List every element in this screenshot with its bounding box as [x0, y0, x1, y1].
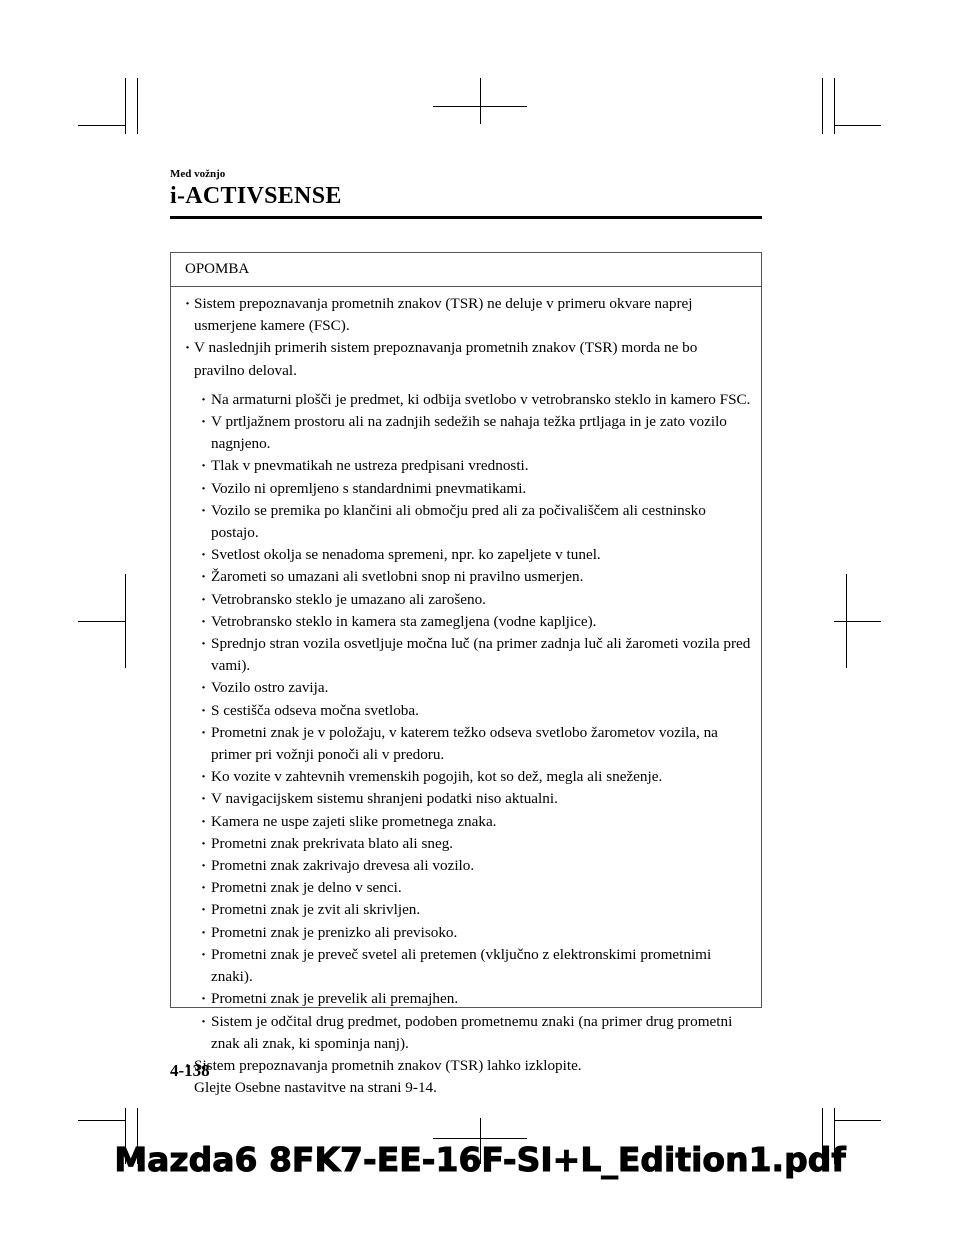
list-item: · Žarometi so umazani ali svetlobni snop ni pravilno usmerjen.: [197, 566, 751, 588]
list-item: · Sistem prepoznavanja prometnih znakov (TSR) lahko izklopite.: [181, 1055, 751, 1077]
sublist: [181, 389, 751, 1055]
list-item: · Prometni znak je prenizko ali previsoko.: [197, 922, 751, 944]
list-item: · Prometni znak je v položaju, v katerem težko odseva svetlobo žarometov vozila, na primer pri vožnji ponoči ali v predoru.: [197, 722, 751, 766]
note-body: [171, 287, 761, 1099]
list-item: · Prometni znak prekrivata blato ali sneg.: [197, 833, 751, 855]
crop-mark: [834, 1120, 881, 1121]
crop-mark: [433, 106, 527, 107]
crop-mark: [834, 621, 881, 622]
crop-mark: [433, 1138, 527, 1139]
list-item: · Vozilo se premika po klančini ali območju pred ali za počivališčem ali cestninsko postajo.: [197, 500, 751, 544]
crop-mark: [125, 78, 126, 134]
list-item: · S cestišča odseva močna svetloba.: [197, 700, 751, 722]
list-item: · Prometni znak zakrivajo drevesa ali vozilo.: [197, 855, 751, 877]
list-item: · V naslednjih primerih sistem prepoznavanja prometnih znakov (TSR) morda ne bo pravilno deloval.: [181, 337, 751, 381]
header-rule: [170, 216, 762, 219]
list-item: · Sistem je odčital drug predmet, podoben prometnemu znaki (na primer drug prometni znak ali znak, ki spominja nanj).: [197, 1011, 751, 1055]
list-item: · Vozilo ostro zavija.: [197, 677, 751, 699]
crop-mark: [78, 125, 125, 126]
list-item: · Prometni znak je prevelik ali premajhen.: [197, 988, 751, 1010]
list-item: · Svetlost okolja se nenadoma spremeni, npr. ko zapeljete v tunel.: [197, 544, 751, 566]
section-label: Med vožnjo: [170, 168, 226, 180]
crop-mark: [78, 1120, 125, 1121]
list-item: · Prometni znak je zvit ali skrivljen.: [197, 899, 751, 921]
list-item: · Tlak v pnevmatikah ne ustreza predpisani vrednosti.: [197, 455, 751, 477]
crop-mark: [137, 78, 138, 134]
list-item: · Vetrobransko steklo je umazano ali zarošeno.: [197, 589, 751, 611]
crop-mark: [125, 574, 126, 668]
list-item: · Prometni znak je preveč svetel ali pretemen (vključno z elektronskimi prometnimi znaki).: [197, 944, 751, 988]
note-title: OPOMBA: [171, 253, 761, 287]
crop-mark: [78, 621, 125, 622]
list-item: · V navigacijskem sistemu shranjeni podatki niso aktualni.: [197, 788, 751, 810]
list-item: · Vozilo ni opremljeno s standardnimi pnevmatikami.: [197, 478, 751, 500]
list-item: · Vetrobransko steklo in kamera sta zamegljena (vodne kapljice).: [197, 611, 751, 633]
list-item: · V prtljažnem prostoru ali na zadnjih sedežih se nahaja težka prtljaga in je zato vozilo nagnjeno.: [197, 411, 751, 455]
list-item: · Na armaturni plošči je predmet, ki odbija svetlobo v vetrobransko steklo in kamero FSC.: [197, 389, 751, 411]
chapter-title: i-ACTIVSENSE: [170, 183, 342, 209]
crop-mark: [822, 78, 823, 134]
list-item: · Ko vozite v zahtevnih vremenskih pogojih, kot so dež, megla ali sneženje.: [197, 766, 751, 788]
crop-mark: [834, 125, 881, 126]
list-item: · Prometni znak je delno v senci.: [197, 877, 751, 899]
crop-mark: [480, 78, 481, 124]
page-number: 4-138: [170, 1061, 210, 1080]
cross-reference: Glejte Osebne nastavitve na strani 9-14.: [194, 1079, 437, 1097]
list-item: · Sprednjo stran vozila osvetljuje močna luč (na primer zadnja luč ali žarometi vozila pred vami).: [197, 633, 751, 677]
footer-filename: Mazda6 8FK7-EE-16F-SI+L_Edition1.pdf: [114, 1140, 846, 1179]
list-item: · Sistem prepoznavanja prometnih znakov (TSR) ne deluje v primeru okvare naprej usmerjene kamere (FSC).: [181, 293, 751, 337]
list-item: · Kamera ne uspe zajeti slike prometnega znaka.: [197, 811, 751, 833]
